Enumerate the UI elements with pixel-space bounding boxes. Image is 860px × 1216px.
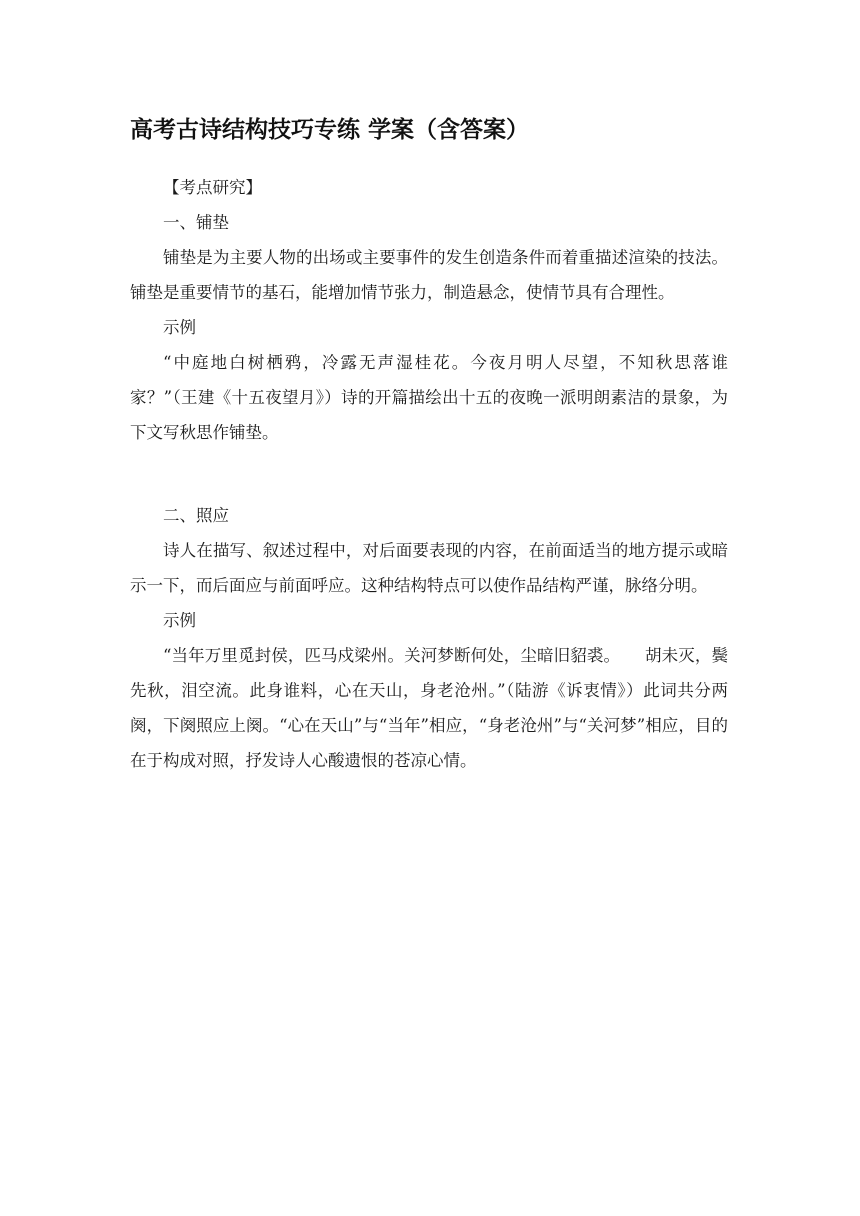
- paragraph-example-2: “当年万里觅封侯，匹马戍梁州。关河梦断何处，尘暗旧貂裘。 胡未灭，鬓先秋，泪空流。此身谁料，心在天山，身老沧州。”（陆游《诉衷情》）此词共分两阕，下阕照应上阕。“心在天山”与“当年”相应，“身老沧州”与“关河梦”相应，目的在于构成对照，抒发诗人心酸遗恨的苍凉心情。: [130, 646, 728, 770]
- section-label-kaodian: 【考点研究】: [163, 178, 262, 197]
- paragraph-example-1: “中庭地白树栖鸦，冷露无声湿桂花。今夜月明人尽望，不知秋思落谁家？”（王建《十五夜望月》）诗的开篇描绘出十五的夜晚一派明朗素洁的景象，为下文写秋思作铺垫。: [130, 353, 728, 442]
- paragraph-zhaoying-definition: 诗人在描写、叙述过程中，对后面要表现的内容，在前面适当的地方提示或暗示一下，而后面应与前面呼应。这种结构特点可以使作品结构严谨，脉络分明。: [130, 541, 728, 595]
- heading-puzhan: 一、铺垫: [163, 213, 229, 232]
- document-body: [130, 170, 728, 778]
- heading-zhaoying: 二、照应: [163, 506, 229, 525]
- document-title: 高考古诗结构技巧专练 学案（含答案）: [130, 117, 530, 143]
- label-example-1: 示例: [163, 318, 196, 337]
- label-example-2: 示例: [163, 611, 196, 630]
- paragraph-puzhan-definition: 铺垫是为主要人物的出场或主要事件的发生创造条件而着重描述渲染的技法。铺垫是重要情节的基石，能增加情节张力，制造悬念，使情节具有合理性。: [130, 248, 728, 302]
